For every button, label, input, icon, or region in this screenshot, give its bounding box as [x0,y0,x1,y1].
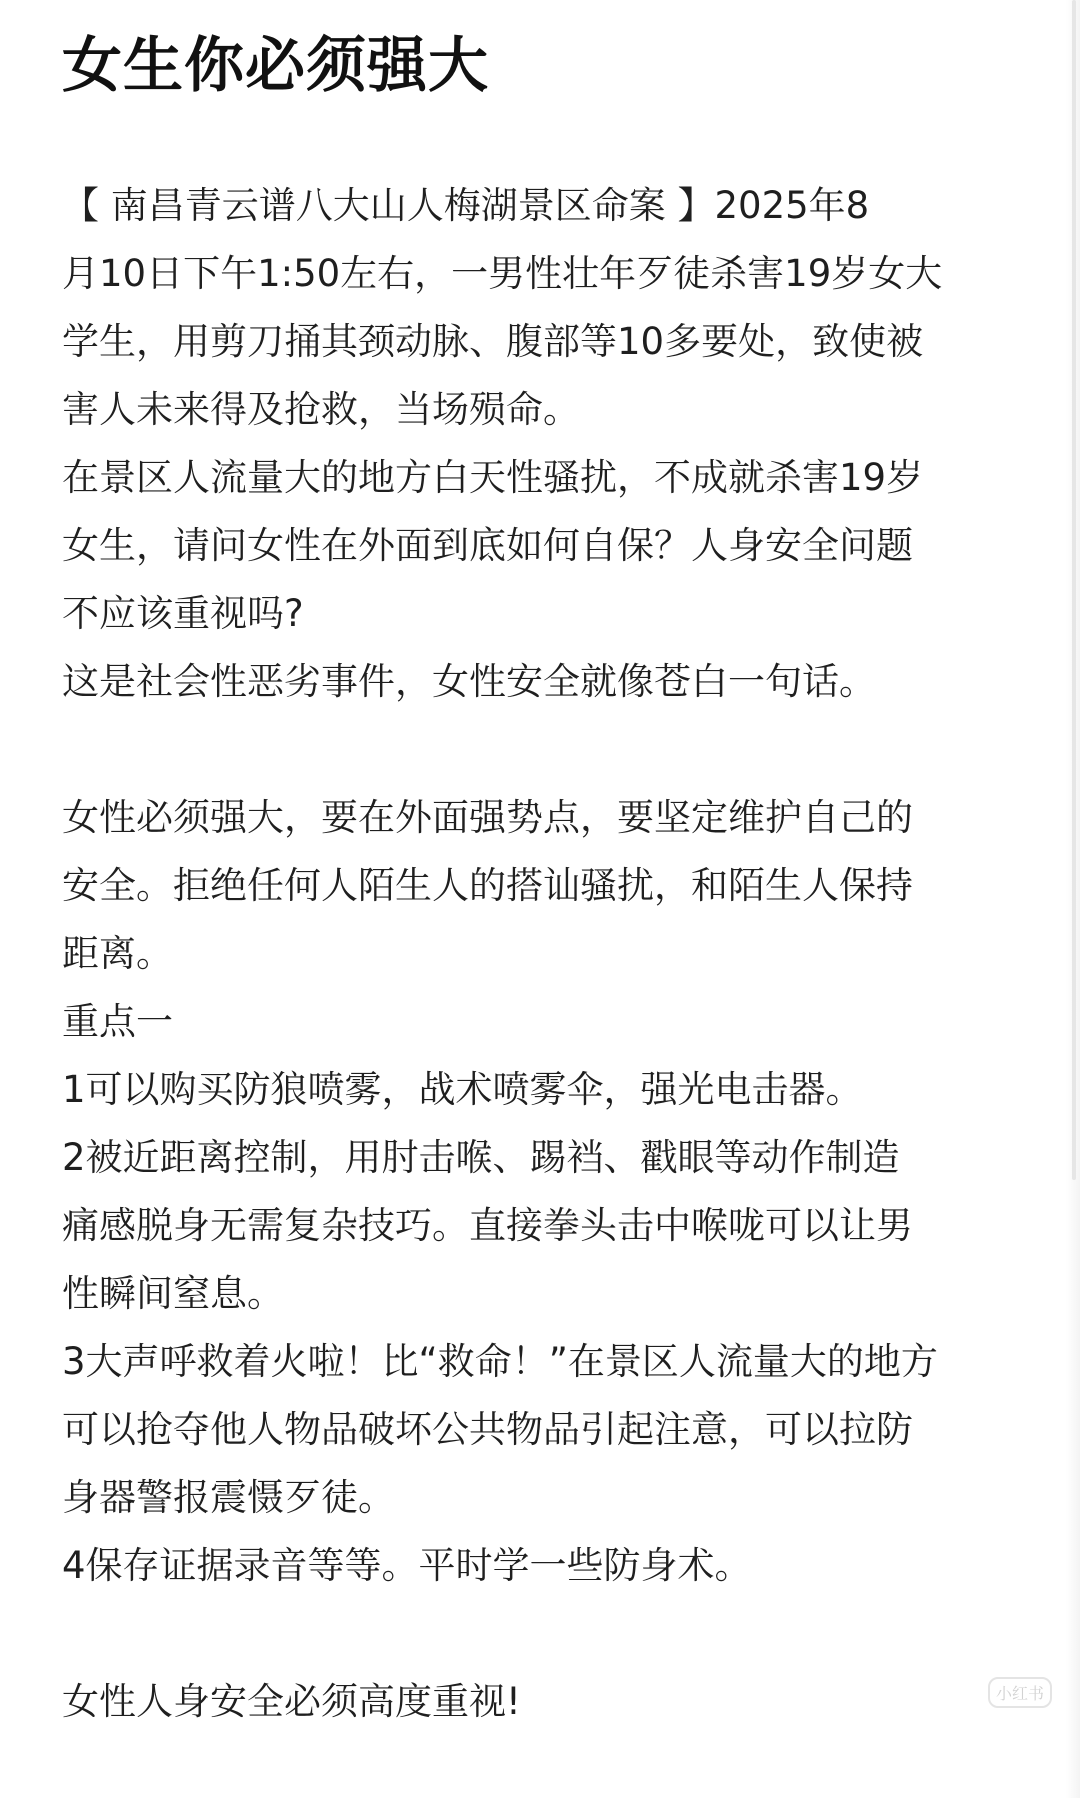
text-line: 不应该重视吗? [62,592,304,635]
text-line: 可以抢夺他人物品破坏公共物品引起注意，可以拉防 [62,1408,913,1451]
page-title: 女生你必须强大 [62,31,489,101]
text-line: 3大声呼救着火啦！比“救命！”在景区人流量大的地方 [62,1340,938,1383]
text-line: 月10日下午1:50左右，一男性壮年歹徒杀害19岁女大 [62,252,943,295]
text-line: 4保存证据录音等等。平时学一些防身术。 [62,1544,752,1587]
list-item-2 [62,1124,1022,1328]
paragraph-question [62,444,1022,648]
list-item-1 [62,1056,1022,1124]
paragraph-case-intro [62,172,1022,444]
text-line: 性瞬间窒息。 [62,1272,284,1315]
scrollbar[interactable] [1072,0,1076,1180]
text-line: 在景区人流量大的地方白天性骚扰，不成就杀害19岁 [62,456,924,499]
text-line: 女性必须强大，要在外面强势点，要坚定维护自己的 [62,796,913,839]
blank-line [62,716,1022,784]
article-body [62,172,1022,1736]
text-line: 安全。拒绝任何人陌生人的搭讪骚扰，和陌生人保持 [62,864,913,907]
text-line: 重点一 [62,1000,173,1043]
text-line: 痛感脱身无需复杂技巧。直接拳头击中喉咙可以让男 [62,1204,913,1247]
text-line: 【 南昌青云谱八大山人梅湖景区命案 】2025年8 [62,184,870,227]
text-line: 害人未来得及抢救，当场殒命。 [62,388,580,431]
text-line: 1可以购买防狼喷雾，战术喷雾伞，强光电击器。 [62,1068,863,1111]
paragraph-statement [62,648,1022,716]
text-line: 身器警报震慑歹徒。 [62,1476,395,1519]
section-heading-key-points [62,988,1022,1056]
paragraph-be-strong [62,784,1022,988]
list-item-3 [62,1328,1022,1532]
text-line: 女性人身安全必须高度重视! [62,1680,521,1723]
text-line: 这是社会性恶劣事件，女性安全就像苍白一句话。 [62,660,876,703]
text-line: 女生，请问女性在外面到底如何自保？人身安全问题 [62,524,913,567]
watermark-logo: 小红书 [988,1677,1052,1708]
text-line: 学生，用剪刀捅其颈动脉、腹部等10多要处，致使被 [62,320,924,363]
list-item-4 [62,1532,1022,1600]
paragraph-conclusion [62,1668,1022,1736]
text-line: 距离。 [62,932,173,975]
text-line: 2被近距离控制，用肘击喉、踢裆、戳眼等动作制造 [62,1136,900,1179]
blank-line [62,1600,1022,1668]
